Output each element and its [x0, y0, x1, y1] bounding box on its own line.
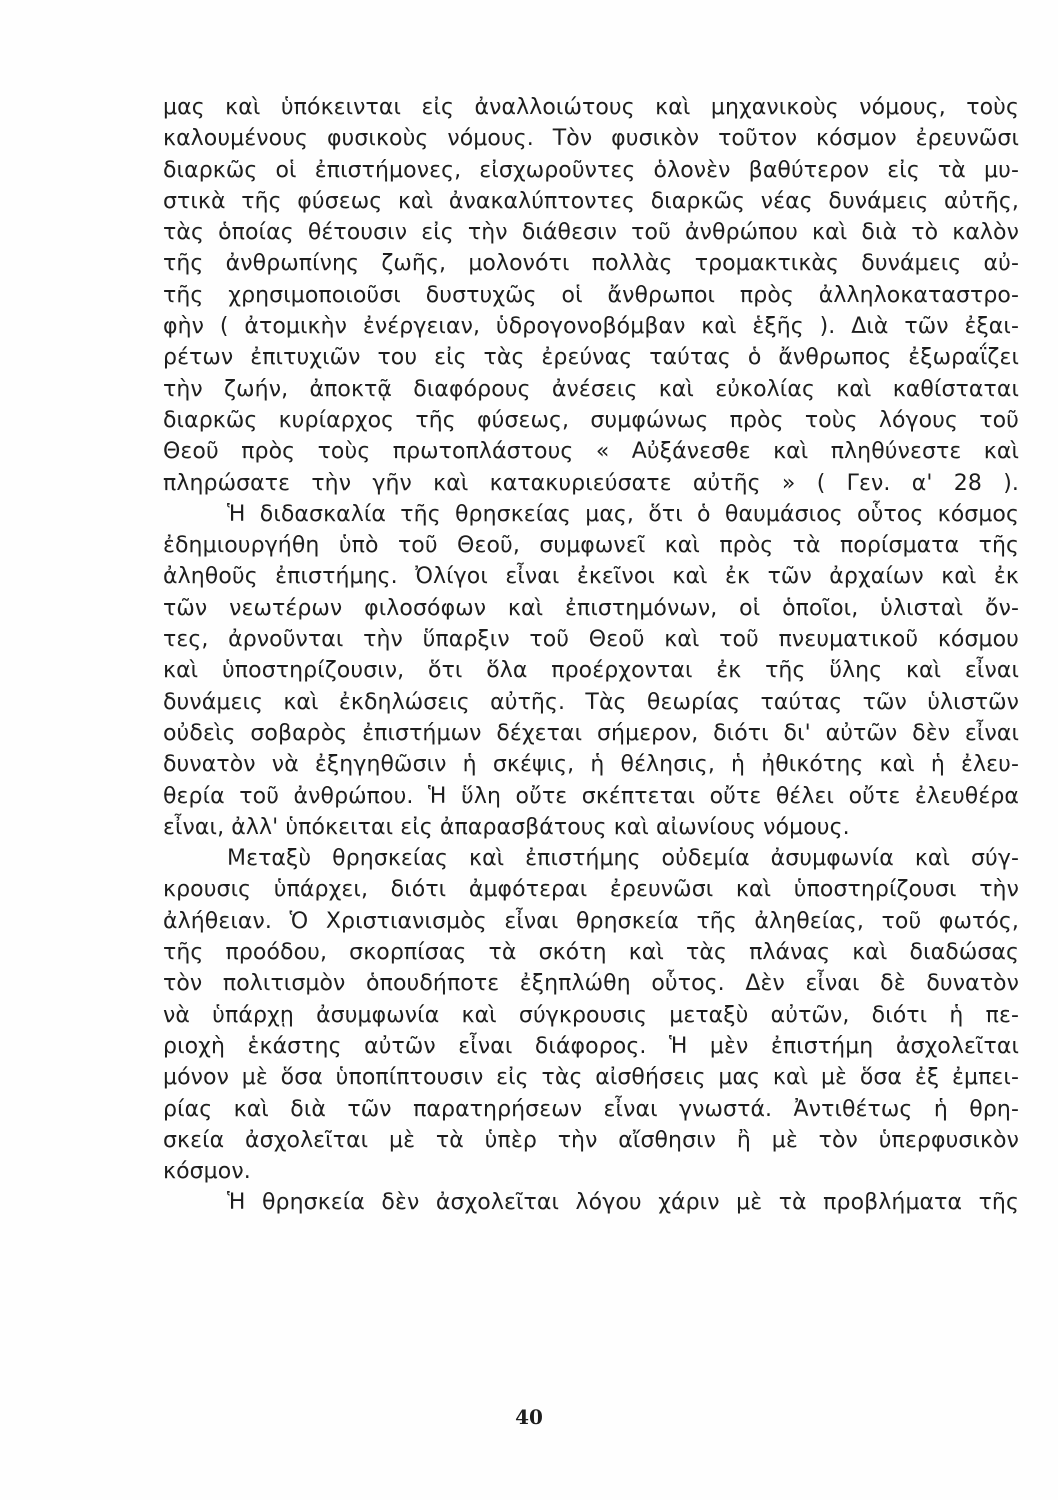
text-line: τὰς ὁποίας θέτουσιν εἰς τὴν διάθεσιν τοῦ ἀνθρώπου καὶ διὰ τὸ καλὸν	[163, 220, 1019, 246]
text-line: στικὰ τῆς φύσεως καὶ ἀνακαλύπτοντες διαρκῶς νέας δυνάμεις αὐτῆς,	[163, 188, 1019, 214]
text-line: Θεοῦ πρὸς τοὺς πρωτοπλάστους « Αὐξάνεσθε καὶ πληθύνεστε καὶ	[163, 439, 1019, 465]
text-line: Μεταξὺ θρησκείας καὶ ἐπιστήμης οὐδεμία ἀσυμφωνία καὶ σύγ-	[227, 846, 1019, 872]
text-line: κόσμον.	[163, 1159, 251, 1185]
text-line: φὴν ( ἀτομικὴν ἐνέργειαν, ὑδρογονοβόμβαν καὶ ἑξῆς ). Διὰ τῶν ἐξαι-	[163, 314, 1019, 340]
text-line: τῆς προόδου, σκορπίσας τὰ σκότη καὶ τὰς πλάνας καὶ διαδώσας	[163, 940, 1019, 966]
text-line: καὶ ὑποστηρίζουσιν, ὅτι ὅλα προέρχονται ἐκ τῆς ὕλης καὶ εἶναι	[163, 658, 1019, 684]
text-line: δυνατὸν νὰ ἐξηγηθῶσιν ἡ σκέψις, ἡ θέλησις, ἡ ἠθικότης καὶ ἡ ἐλευ-	[163, 752, 1019, 778]
text-line: τες, ἀρνοῦνται τὴν ὕπαρξιν τοῦ Θεοῦ καὶ τοῦ πνευματικοῦ κόσμου	[163, 627, 1019, 653]
text-line: δυνάμεις καὶ ἐκδηλώσεις αὐτῆς. Τὰς θεωρίας ταύτας τῶν ὑλιστῶν	[163, 689, 1019, 715]
text-line: εἶναι, ἀλλ' ὑπόκειται εἰς ἀπαρασβάτους καὶ αἰωνίους νόμους.	[163, 814, 850, 840]
text-line: ρίας καὶ διὰ τῶν παρατηρήσεων εἶναι γνωστά. Ἀντιθέτως ἡ θρη-	[163, 1096, 1019, 1122]
text-line: θερία τοῦ ἀνθρώπου. Ἡ ὕλη οὔτε σκέπτεται οὔτε θέλει οὔτε ἐλευθέρα	[163, 783, 1019, 809]
text-line: μόνον μὲ ὅσα ὑποπίπτουσιν εἰς τὰς αἰσθήσεις μας καὶ μὲ ὅσα ἐξ ἐμπει-	[163, 1065, 1019, 1091]
text-line: ἐδημιουργήθη ὑπὸ τοῦ Θεοῦ, συμφωνεῖ καὶ πρὸς τὰ πορίσματα τῆς	[163, 533, 1019, 559]
text-line: ριοχὴ ἑκάστης αὐτῶν εἶναι διάφορος. Ἡ μὲν ἐπιστήμη ἀσχολεῖται	[163, 1033, 1019, 1059]
text-line: τῆς ἀνθρωπίνης ζωῆς, μολονότι πολλὰς τρομακτικὰς δυνάμεις αὐ-	[163, 251, 1019, 277]
text-line: τὴν ζωήν, ἀποκτᾷ διαφόρους ἀνέσεις καὶ εὐκολίας καὶ καθίσταται	[163, 376, 1019, 402]
body-text	[163, 92, 1019, 1219]
text-line: πληρώσατε τὴν γῆν καὶ κατακυριεύσατε αὐτῆς » ( Γεν. α' 28 ).	[163, 470, 1019, 496]
text-line: τὸν πολιτισμὸν ὁπουδήποτε ἐξηπλώθη οὗτος. Δὲν εἶναι δὲ δυνατὸν	[163, 971, 1019, 997]
text-line: οὐδεὶς σοβαρὸς ἐπιστήμων δέχεται σήμερον, διότι δι' αὐτῶν δὲν εἶναι	[163, 720, 1019, 746]
text-line: διαρκῶς οἱ ἐπιστήμονες, εἰσχωροῦντες ὁλονὲν βαθύτερον εἰς τὰ μυ-	[163, 157, 1019, 183]
text-line: μας καὶ ὑπόκεινται εἰς ἀναλλοιώτους καὶ μηχανικοὺς νόμους, τοὺς	[163, 95, 1019, 120]
text-line: διαρκῶς κυρίαρχος τῆς φύσεως, συμφώνως πρὸς τοὺς λόγους τοῦ	[163, 407, 1019, 433]
text-line: ἀληθοῦς ἐπιστήμης. Ὀλίγοι εἶναι ἐκεῖνοι καὶ ἐκ τῶν ἀρχαίων καὶ ἐκ	[163, 564, 1019, 590]
text-line: Ἡ διδασκαλία τῆς θρησκείας μας, ὅτι ὁ θαυμάσιος οὗτος κόσμος	[227, 501, 1019, 527]
text-line: ρέτων ἐπιτυχιῶν του εἰς τὰς ἐρεύνας ταύτας ὁ ἄνθρωπος ἐξωραΐζει	[163, 345, 1019, 371]
text-line: Ἡ θρησκεία δὲν ἀσχολεῖται λόγου χάριν μὲ τὰ προβλήματα τῆς	[227, 1190, 1019, 1216]
text-line: νὰ ὑπάρχῃ ἀσυμφωνία καὶ σύγκρουσις μεταξὺ αὐτῶν, διότι ἡ πε-	[163, 1002, 1019, 1028]
text-line: κρουσις ὑπάρχει, διότι ἀμφότεραι ἐρευνῶσι καὶ ὑποστηρίζουσι τὴν	[163, 877, 1019, 903]
text-line: τῆς χρησιμοποιοῦσι δυστυχῶς οἱ ἄνθρωποι πρὸς ἀλληλοκαταστρο-	[163, 282, 1019, 308]
text-line: τῶν νεωτέρων φιλοσόφων καὶ ἐπιστημόνων, οἱ ὁποῖοι, ὑλισταὶ ὄν-	[163, 595, 1019, 621]
text-line: καλουμένους φυσικοὺς νόμους. Τὸν φυσικὸν τοῦτον κόσμον ἐρευνῶσι	[163, 126, 1019, 152]
text-line: σκεία ἀσχολεῖται μὲ τὰ ὑπὲρ τὴν αἴσθησιν ἢ μὲ τὸν ὑπερφυσικὸν	[163, 1127, 1019, 1153]
text-line: ἀλήθειαν. Ὁ Χριστιανισμὸς εἶναι θρησκεία τῆς ἀληθείας, τοῦ φωτός,	[163, 908, 1019, 934]
page-number: 40	[515, 1405, 543, 1429]
